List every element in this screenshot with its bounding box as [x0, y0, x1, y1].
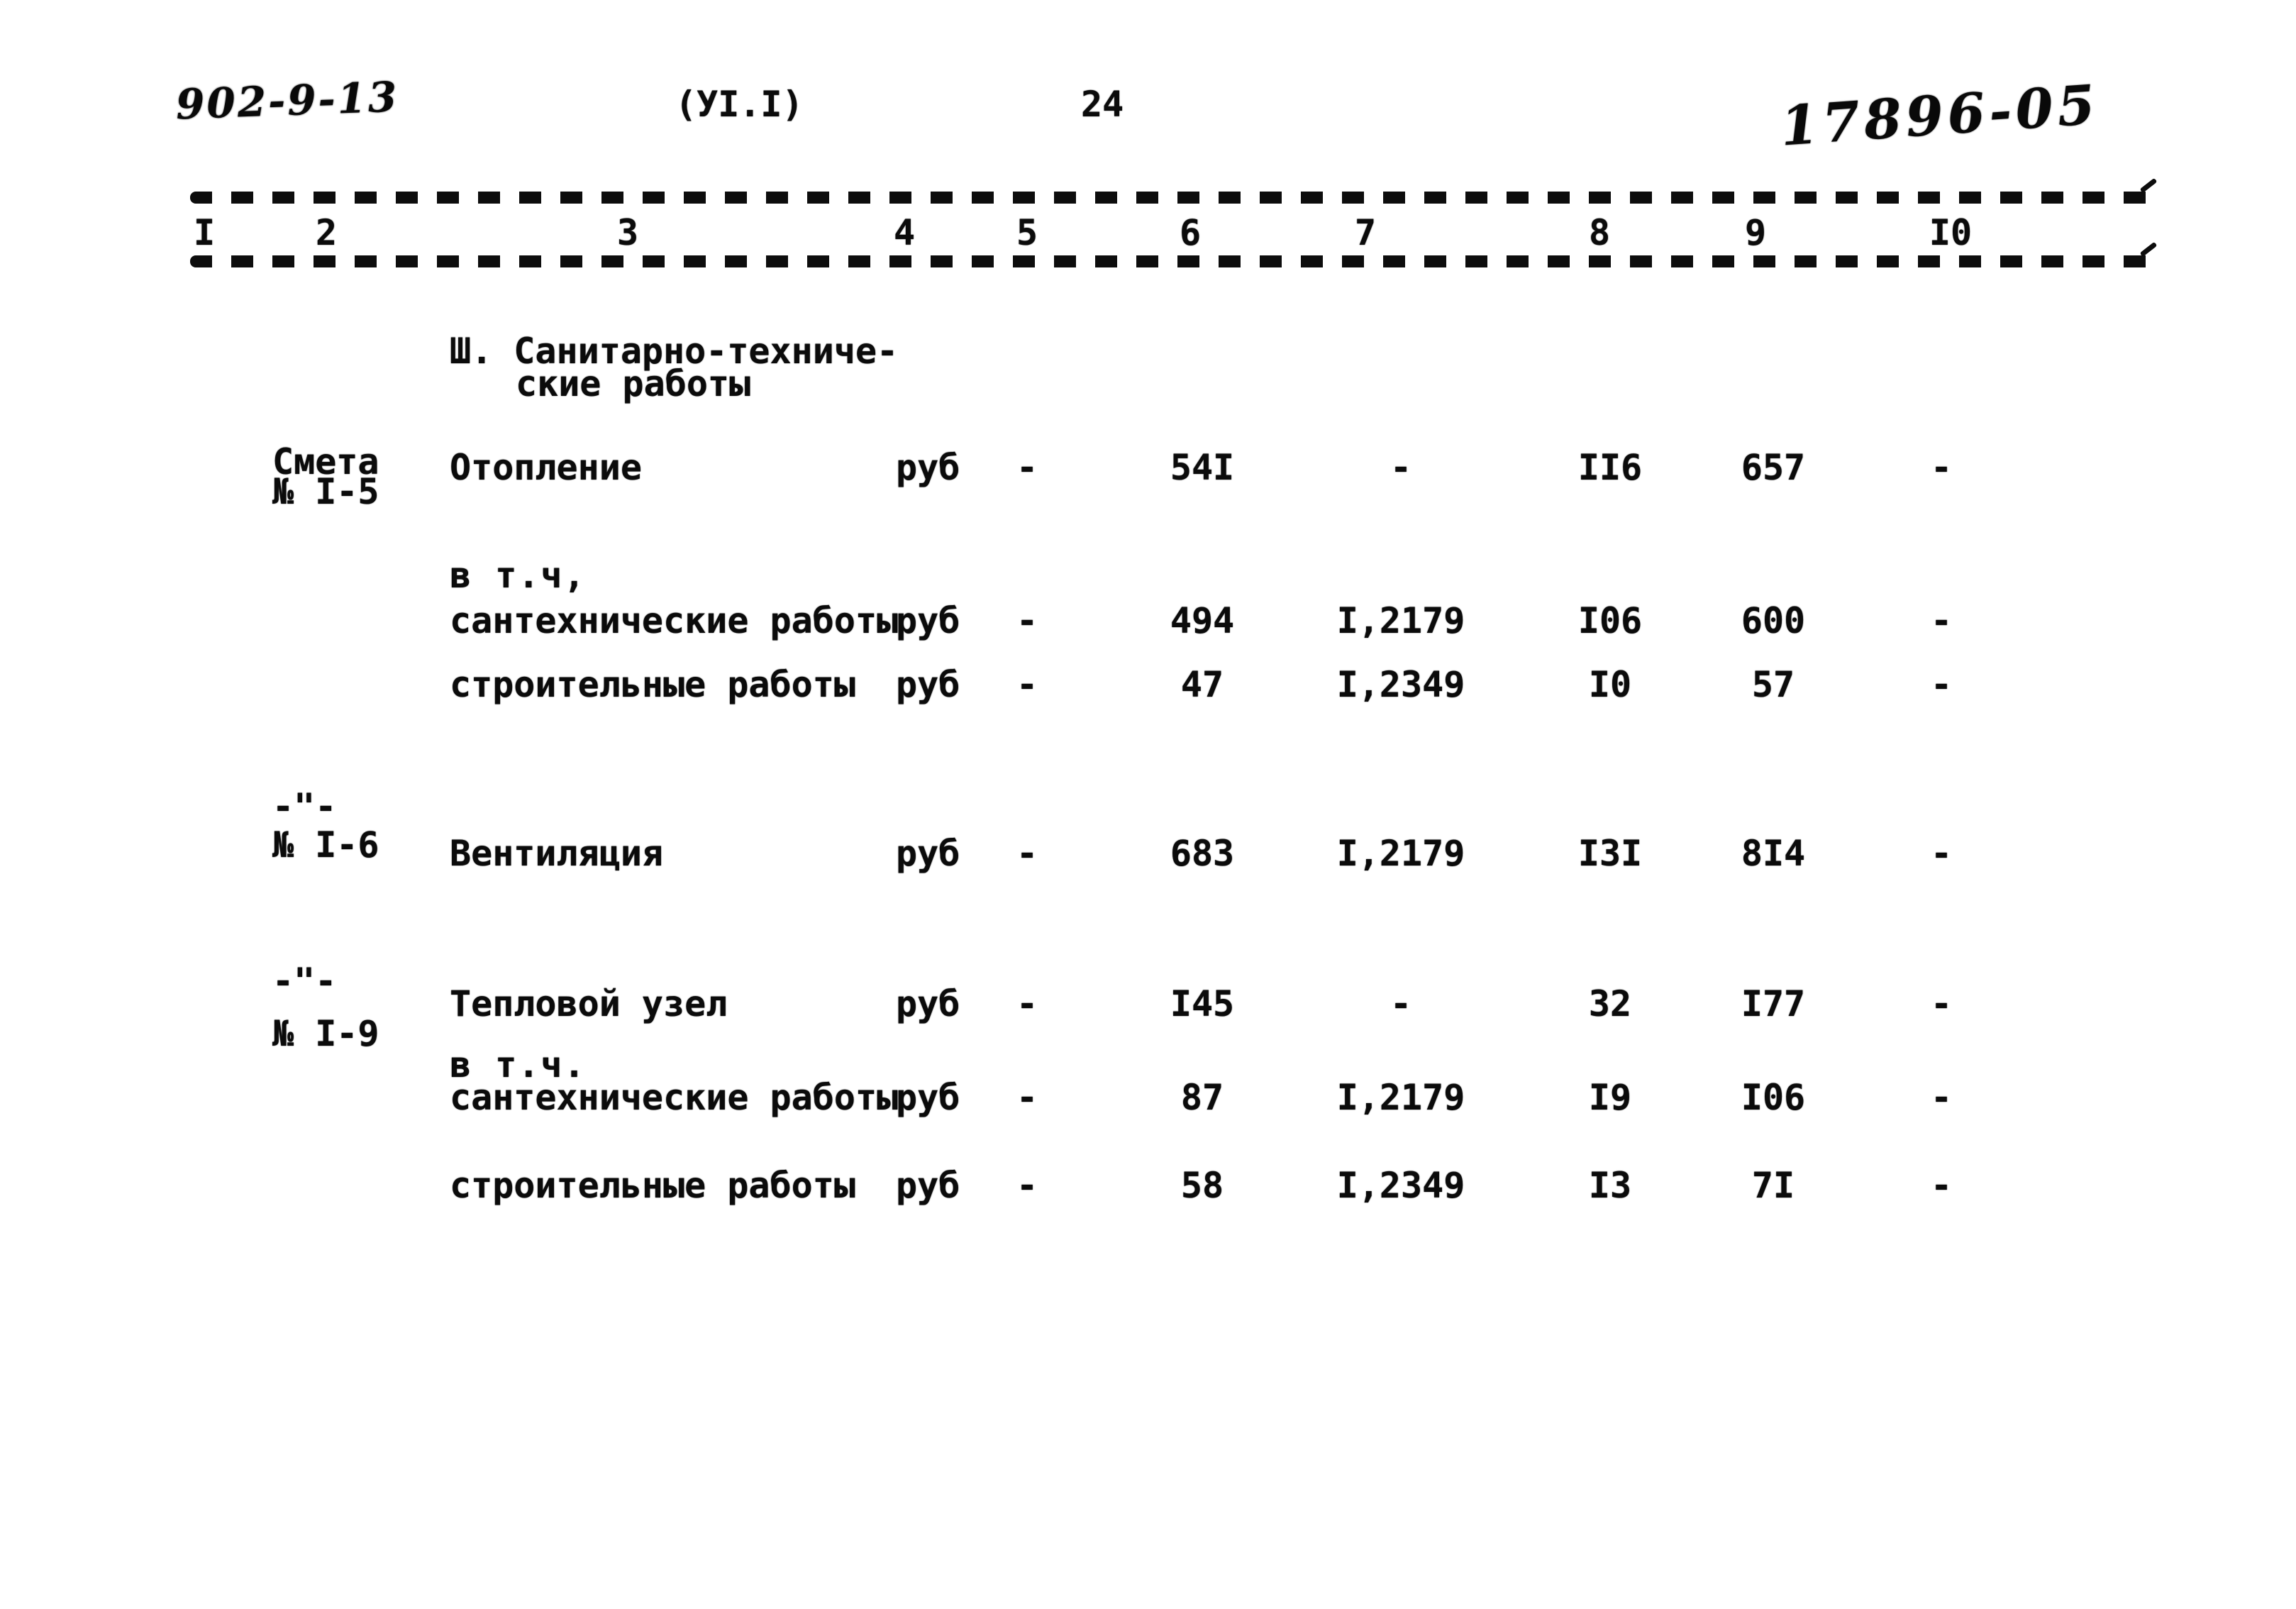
row-unit: руб: [896, 600, 960, 641]
row-col6-value: 494: [1170, 600, 1235, 641]
row-col8-value: I3I: [1577, 833, 1643, 874]
row-col5-value: -: [1016, 664, 1038, 705]
row-work-name: строительные работы: [450, 664, 855, 705]
row-col8-value: I3: [1588, 1165, 1632, 1206]
sheet-code: (УI.I): [675, 84, 804, 125]
row-col10-value: -: [1930, 983, 1953, 1024]
row-col7-value: I,2179: [1336, 600, 1465, 641]
page-number: 24: [1081, 84, 1124, 125]
row-col10-value: -: [1930, 447, 1953, 488]
row-unit: руб: [896, 833, 960, 874]
row-unit: руб: [896, 664, 960, 705]
row-col6-value: 47: [1180, 664, 1224, 705]
ruler-dashed-line-bottom: [190, 255, 2156, 267]
column-number-5: 5: [1016, 212, 1038, 253]
row-work-name: строительные работы: [450, 1165, 855, 1206]
column-number-4: 4: [893, 212, 916, 253]
row-note: в т.ч,: [450, 555, 587, 596]
column-number-3: 3: [616, 212, 639, 253]
row-col9-value: 8I4: [1741, 833, 1806, 874]
row-col10-value: -: [1930, 833, 1953, 874]
row-col5-value: -: [1016, 447, 1038, 488]
row-col7-value: I,2179: [1336, 1077, 1465, 1118]
row-col6-value: I45: [1170, 983, 1235, 1024]
row-col6-value: 87: [1180, 1077, 1224, 1118]
row-col10-value: -: [1930, 1165, 1953, 1206]
row-col9-value: I06: [1741, 1077, 1806, 1118]
section-heading-line1: Ш. Санитарно-техниче-: [450, 331, 899, 372]
row-work-name: Вентиляция: [450, 833, 664, 874]
row-col8-value: I0: [1588, 664, 1632, 705]
ruler-dashed-line-top: [190, 192, 2156, 204]
row-col7-value: I,2179: [1336, 833, 1465, 874]
handwritten-code: 17896-05: [1778, 72, 2102, 158]
row-note: в т.ч.: [450, 1044, 587, 1085]
row-col8-value: I06: [1577, 600, 1643, 641]
row-ref-number: № I-9: [272, 1013, 379, 1054]
row-col8-value: 32: [1588, 983, 1632, 1024]
row-col7-value: -: [1390, 447, 1412, 488]
column-number-9: 9: [1744, 212, 1767, 253]
row-col7-value: I,2349: [1336, 664, 1465, 705]
section-heading-line2: ские работы: [516, 363, 751, 404]
row-col8-value: I9: [1588, 1077, 1632, 1118]
row-work-name: сантехнические работы: [450, 600, 899, 641]
row-col5-value: -: [1016, 833, 1038, 874]
column-number-2: 2: [315, 212, 338, 253]
project-code: 902-9-13: [174, 72, 400, 129]
row-ref-number: № I-6: [272, 824, 379, 866]
row-col9-value: 57: [1751, 664, 1795, 705]
column-number-8: 8: [1588, 212, 1611, 253]
row-col5-value: -: [1016, 1077, 1038, 1118]
column-number-1: I: [193, 212, 216, 253]
row-col8-value: II6: [1577, 447, 1643, 488]
row-col10-value: -: [1930, 664, 1953, 705]
row-col9-value: 657: [1741, 447, 1806, 488]
row-col6-value: 54I: [1170, 447, 1235, 488]
row-col7-value: -: [1390, 983, 1412, 1024]
column-number-6: 6: [1179, 212, 1202, 253]
row-work-name: сантехнические работы: [450, 1077, 899, 1118]
row-col9-value: I77: [1741, 983, 1806, 1024]
row-col7-value: I,2349: [1336, 1165, 1465, 1206]
row-ref-ditto: -"-: [272, 786, 337, 827]
row-col10-value: -: [1930, 1077, 1953, 1118]
row-ref-number: № I-5: [272, 471, 379, 512]
row-col5-value: -: [1016, 1165, 1038, 1206]
row-col9-value: 7I: [1751, 1165, 1795, 1206]
row-col10-value: -: [1930, 600, 1953, 641]
row-unit: руб: [896, 1165, 960, 1206]
row-col9-value: 600: [1741, 600, 1806, 641]
row-col5-value: -: [1016, 600, 1038, 641]
row-work-name: Отопление: [450, 447, 642, 488]
row-unit: руб: [896, 1077, 960, 1118]
row-ref-label: Смета: [272, 441, 379, 482]
row-ref-ditto: -"-: [272, 961, 337, 1002]
row-unit: руб: [896, 447, 960, 488]
row-col5-value: -: [1016, 983, 1038, 1024]
row-col6-value: 683: [1170, 833, 1235, 874]
row-unit: руб: [896, 983, 960, 1024]
row-col6-value: 58: [1180, 1165, 1224, 1206]
row-work-name: Тепловой узел: [450, 983, 728, 1024]
column-number-10: I0: [1929, 212, 1973, 253]
column-number-7: 7: [1354, 212, 1377, 253]
